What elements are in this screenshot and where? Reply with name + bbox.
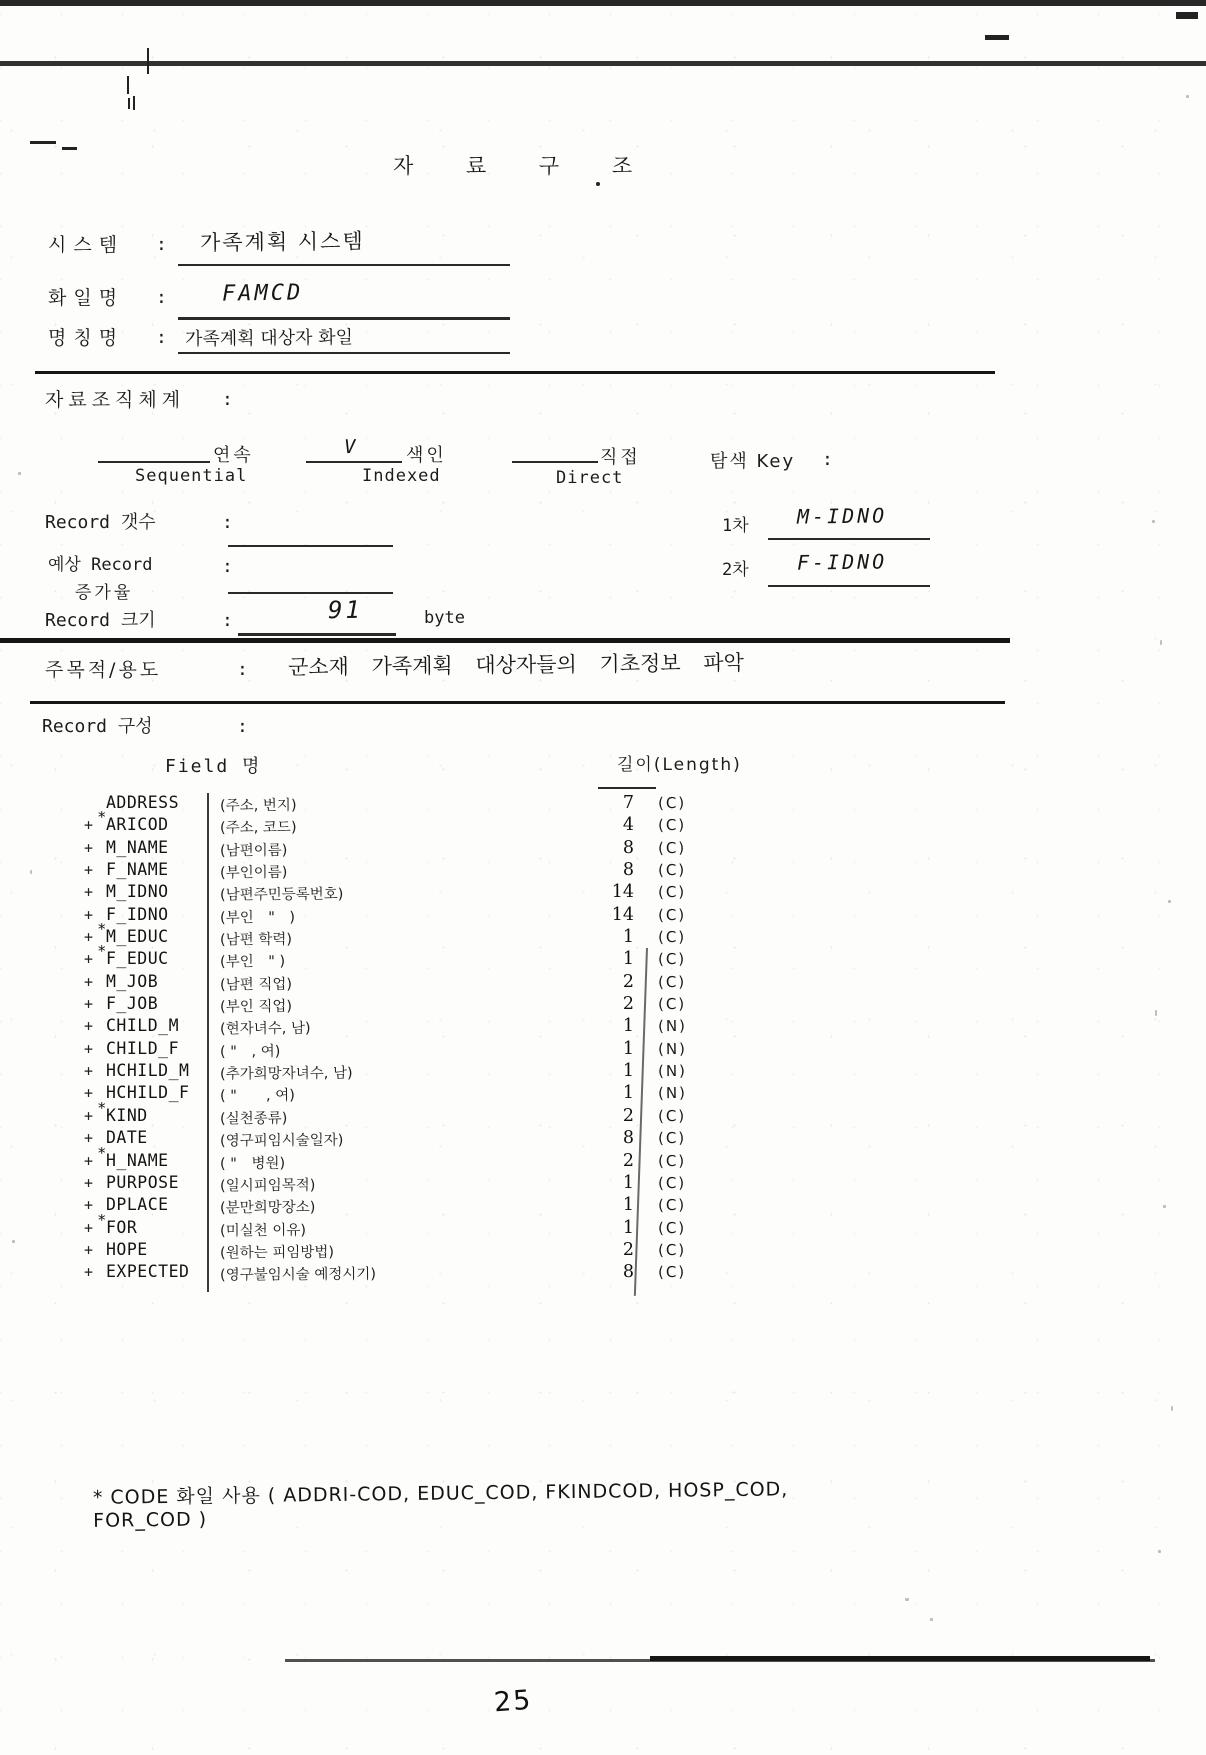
scan-speck bbox=[1158, 1550, 1161, 1553]
field-plus-marker: + bbox=[84, 1218, 94, 1237]
field-length: 1 bbox=[622, 1083, 634, 1104]
code-file-footnote: * CODE 화일 사용 ( ADDRI-COD, EDUC_COD, FKINDCOD, HOSP_COD, FOR_COD ) bbox=[92, 1478, 789, 1532]
field-description: (부인 " ) bbox=[219, 909, 296, 926]
field-plus-marker: + bbox=[84, 861, 94, 880]
code-file-star: * bbox=[98, 920, 106, 939]
scan-speck bbox=[1171, 1406, 1173, 1411]
scan-artifact-dash bbox=[985, 35, 1009, 40]
field-length: 8 bbox=[622, 860, 634, 881]
secondary-key-label: 2차 bbox=[722, 560, 749, 580]
field-name: M_EDUC bbox=[106, 927, 169, 947]
field-type: (C) bbox=[657, 1218, 687, 1237]
record-size-value: 91 bbox=[327, 595, 364, 625]
scan-speck bbox=[1160, 640, 1162, 645]
field-description: (원하는 피임방법) bbox=[219, 1244, 335, 1262]
option-direct-blank bbox=[512, 461, 598, 463]
field-name: EXPECTED bbox=[106, 1262, 190, 1282]
field-plus-marker: + bbox=[84, 1196, 94, 1215]
field-row bbox=[70, 1210, 770, 1240]
section-divider bbox=[0, 638, 1010, 643]
field-plus-marker: + bbox=[84, 1017, 94, 1036]
field-plus-marker: + bbox=[84, 995, 94, 1014]
field-name: H_NAME bbox=[106, 1150, 169, 1170]
scan-artifact-mark bbox=[128, 98, 130, 109]
field-row bbox=[70, 860, 770, 882]
option-indexed-checkmark: V bbox=[343, 435, 359, 459]
primary-key-value: M-IDNO bbox=[796, 503, 888, 529]
length-overline bbox=[598, 787, 656, 789]
code-file-star: * bbox=[98, 942, 106, 961]
field-type: (C) bbox=[657, 883, 687, 902]
field-name: M_NAME bbox=[106, 837, 169, 857]
file-name-value: FAMCD bbox=[221, 280, 304, 307]
field-row bbox=[70, 1128, 770, 1150]
scan-artifact-dash bbox=[30, 141, 56, 144]
field-name: F_NAME bbox=[106, 860, 169, 880]
field-length: 1 bbox=[622, 1061, 634, 1082]
file-name-colon: : bbox=[156, 287, 167, 308]
field-type: (N) bbox=[657, 1061, 688, 1081]
system-underline bbox=[178, 264, 510, 266]
field-length: 2 bbox=[622, 1150, 634, 1171]
field-description: ( " , 여) bbox=[219, 1088, 295, 1105]
organization-label: 자료조직체계 bbox=[45, 389, 186, 411]
field-plus-marker: + bbox=[84, 905, 94, 924]
purpose-value: 군소재 가족계획 대상자들의 기초정보 파악 bbox=[287, 650, 744, 680]
field-plus-marker: + bbox=[84, 1263, 94, 1282]
secondary-key-value: F-IDNO bbox=[796, 549, 888, 575]
field-type: (N) bbox=[657, 1039, 688, 1059]
field-type: (C) bbox=[657, 860, 687, 880]
primary-key-label: 1차 bbox=[722, 516, 749, 536]
field-description: (부인 " ) bbox=[219, 954, 286, 971]
scan-speck bbox=[1163, 1205, 1166, 1208]
field-row bbox=[70, 994, 770, 1016]
secondary-key-underline bbox=[768, 585, 930, 587]
search-key-label: 탐색 Key bbox=[710, 451, 796, 472]
option-sequential-kr: 연속 bbox=[213, 445, 254, 466]
field-plus-marker: + bbox=[84, 1129, 94, 1148]
field-plus-marker: + bbox=[84, 950, 94, 969]
field-name: CHILD_M bbox=[106, 1016, 180, 1036]
field-row bbox=[70, 1016, 770, 1038]
alias-value: 가족계획 대상자 화일 bbox=[184, 327, 354, 350]
scan-speck bbox=[1168, 900, 1171, 903]
field-row bbox=[70, 1262, 770, 1284]
field-length: 1 bbox=[622, 1172, 634, 1193]
field-table bbox=[70, 793, 770, 1285]
section-divider bbox=[35, 371, 995, 374]
field-row bbox=[70, 793, 770, 815]
field-plus-marker: + bbox=[84, 1062, 94, 1081]
field-row bbox=[70, 1143, 770, 1173]
record-growth-blank bbox=[228, 592, 393, 594]
option-direct-en: Direct bbox=[556, 468, 624, 488]
field-length: 1 bbox=[622, 1016, 634, 1037]
alias-underline bbox=[178, 352, 510, 354]
field-length: 8 bbox=[622, 837, 634, 858]
field-description: ( " 병원) bbox=[219, 1155, 286, 1172]
record-growth-colon: : bbox=[222, 556, 233, 577]
purpose-label: 주목적/용도 bbox=[45, 659, 162, 681]
section-divider bbox=[30, 701, 1005, 704]
field-plus-marker: + bbox=[84, 1106, 94, 1125]
title-period-mark bbox=[596, 182, 600, 186]
field-name: CHILD_F bbox=[106, 1038, 180, 1058]
field-plus-marker: + bbox=[84, 1151, 94, 1170]
field-description: ( " , 여) bbox=[219, 1043, 281, 1060]
field-row bbox=[70, 1039, 770, 1061]
field-length: 7 bbox=[622, 793, 634, 813]
record-layout-colon: : bbox=[237, 716, 248, 737]
scan-speck bbox=[1152, 520, 1155, 523]
search-key-colon: : bbox=[822, 449, 833, 470]
field-row bbox=[70, 920, 770, 949]
field-description: (미실천 이유) bbox=[219, 1222, 307, 1239]
page-number: 25 bbox=[492, 1684, 534, 1719]
field-type: (C) bbox=[657, 927, 687, 947]
field-description: (영구불임시술 예정시기) bbox=[219, 1266, 377, 1284]
length-header: 길이(Length) bbox=[617, 755, 742, 775]
field-plus-marker: + bbox=[84, 928, 94, 947]
field-length: 14 bbox=[611, 882, 634, 903]
purpose-colon: : bbox=[237, 659, 248, 680]
field-row bbox=[70, 808, 770, 837]
field-type: (C) bbox=[657, 1151, 687, 1170]
field-type: (C) bbox=[657, 972, 687, 991]
field-length: 1 bbox=[622, 1217, 634, 1238]
field-description: (주소, 번지) bbox=[219, 797, 297, 815]
code-file-star: * bbox=[98, 808, 106, 827]
scan-speck bbox=[1155, 1010, 1157, 1016]
scan-speck bbox=[12, 1240, 15, 1243]
field-type: (C) bbox=[657, 1106, 687, 1126]
field-description: (부인이름) bbox=[219, 864, 288, 882]
system-value: 가족계획 시스템 bbox=[199, 229, 365, 255]
field-plus-marker: + bbox=[84, 1039, 94, 1058]
field-length: 1 bbox=[622, 1038, 634, 1059]
field-name: M_JOB bbox=[106, 971, 159, 991]
record-size-colon: : bbox=[222, 610, 233, 631]
field-length: 1 bbox=[622, 949, 634, 970]
field-name: HOPE bbox=[106, 1239, 148, 1259]
field-plus-marker: + bbox=[84, 816, 94, 835]
record-size-blank bbox=[238, 633, 396, 636]
field-description: (현자녀수, 남) bbox=[219, 1021, 311, 1038]
field-name: F_IDNO bbox=[106, 904, 169, 924]
field-type: (N) bbox=[657, 1084, 688, 1103]
scan-speck bbox=[930, 1618, 933, 1621]
scan-artifact-top-band bbox=[0, 0, 1206, 6]
field-description: (남편주민등록번호) bbox=[219, 886, 344, 904]
system-colon: : bbox=[156, 234, 167, 255]
record-growth-label-line1: 예상 Record bbox=[48, 555, 153, 575]
field-length: 2 bbox=[622, 1239, 634, 1260]
scan-artifact-dash bbox=[62, 147, 77, 150]
page-title: 자 료 구 조 bbox=[393, 154, 645, 178]
field-name: M_IDNO bbox=[106, 882, 169, 902]
field-type: (C) bbox=[657, 905, 687, 924]
scan-speck bbox=[905, 1598, 909, 1601]
field-type: (C) bbox=[657, 816, 687, 835]
field-row bbox=[70, 1240, 770, 1262]
field-length: 2 bbox=[622, 994, 634, 1015]
field-plus-marker: + bbox=[84, 1173, 94, 1192]
field-length: 14 bbox=[611, 904, 634, 925]
field-name-header: Field 명 bbox=[165, 756, 262, 777]
field-row bbox=[70, 972, 770, 994]
field-plus-marker: + bbox=[84, 1240, 94, 1259]
field-type: (C) bbox=[657, 994, 687, 1014]
field-type: (C) bbox=[657, 1128, 687, 1148]
system-label: 시스템 bbox=[48, 234, 125, 256]
field-description: (추가희망자녀수, 남) bbox=[219, 1065, 353, 1083]
field-length: 1 bbox=[622, 1195, 634, 1216]
scan-artifact-top-rule bbox=[0, 61, 1206, 66]
record-count-label: Record 갯수 bbox=[45, 512, 156, 533]
field-type: (C) bbox=[657, 1173, 687, 1193]
field-type: (C) bbox=[657, 1195, 687, 1215]
field-type: (C) bbox=[657, 793, 687, 813]
field-row bbox=[70, 1083, 770, 1105]
code-file-star: * bbox=[98, 1210, 106, 1229]
field-type: (C) bbox=[657, 838, 687, 857]
field-name: KIND bbox=[106, 1105, 148, 1125]
field-description: (일시피임목적) bbox=[219, 1177, 316, 1195]
scan-artifact-mark bbox=[147, 48, 149, 74]
field-description: (부인 직업) bbox=[219, 998, 293, 1016]
field-plus-marker: + bbox=[84, 972, 94, 991]
file-name-underline bbox=[178, 317, 510, 320]
field-length: 4 bbox=[622, 815, 634, 836]
record-layout-label: Record 구성 bbox=[42, 716, 153, 737]
record-growth-label-line2: 증가율 bbox=[75, 583, 134, 603]
field-description: (남편이름) bbox=[219, 842, 288, 859]
field-row bbox=[70, 1098, 770, 1128]
field-plus-marker: + bbox=[84, 838, 94, 857]
file-name-label: 화일명 bbox=[48, 287, 125, 309]
field-name: FOR bbox=[106, 1217, 138, 1237]
field-type: (N) bbox=[657, 1017, 688, 1036]
scan-artifact-mark bbox=[127, 76, 129, 94]
field-description: (남편 직업) bbox=[219, 976, 293, 994]
alias-colon: : bbox=[156, 327, 167, 348]
option-direct-kr: 직접 bbox=[600, 447, 641, 468]
record-size-unit: byte bbox=[424, 608, 465, 628]
field-row bbox=[70, 1195, 770, 1217]
option-sequential-en: Sequential bbox=[135, 466, 248, 486]
organization-colon: : bbox=[222, 389, 233, 410]
scan-speck bbox=[1186, 95, 1189, 98]
field-description: (주소, 코드) bbox=[219, 820, 297, 837]
field-type: (C) bbox=[657, 1262, 687, 1282]
field-name: HCHILD_F bbox=[106, 1083, 190, 1103]
option-indexed-en: Indexed bbox=[362, 466, 441, 486]
field-length: 8 bbox=[622, 1262, 634, 1283]
field-name: PURPOSE bbox=[106, 1172, 180, 1192]
scan-artifact-mark bbox=[133, 96, 135, 110]
field-length: 1 bbox=[622, 927, 634, 948]
option-indexed-blank bbox=[306, 461, 402, 463]
field-description: (실천종류) bbox=[219, 1110, 288, 1128]
scan-speck bbox=[18, 472, 21, 475]
primary-key-underline bbox=[768, 538, 930, 540]
field-name: HCHILD_M bbox=[106, 1061, 190, 1081]
field-row bbox=[70, 905, 770, 927]
field-row bbox=[70, 1061, 770, 1083]
option-sequential-blank bbox=[98, 461, 210, 463]
code-file-star: * bbox=[98, 1098, 106, 1117]
field-name: F_EDUC bbox=[106, 949, 169, 969]
field-plus-marker: + bbox=[84, 1084, 94, 1103]
alias-label: 명칭명 bbox=[48, 327, 125, 349]
record-count-colon: : bbox=[222, 512, 233, 533]
record-count-blank bbox=[228, 545, 393, 547]
field-row bbox=[70, 838, 770, 860]
field-length: 2 bbox=[622, 1105, 634, 1126]
field-name: ARICOD bbox=[106, 815, 169, 835]
code-file-star: * bbox=[98, 1143, 106, 1162]
option-indexed-kr: 색인 bbox=[406, 445, 447, 466]
scan-artifact-blotch bbox=[1176, 12, 1198, 19]
scan-speck bbox=[30, 870, 32, 874]
field-description: (남편 학력) bbox=[219, 931, 293, 949]
field-type: (C) bbox=[657, 950, 687, 969]
field-row bbox=[70, 882, 770, 904]
field-description: (분만희망장소) bbox=[219, 1199, 316, 1217]
field-length: 8 bbox=[622, 1128, 634, 1149]
field-length: 2 bbox=[622, 971, 634, 992]
field-row bbox=[70, 942, 770, 971]
field-name: DPLACE bbox=[106, 1195, 169, 1215]
field-type: (C) bbox=[657, 1240, 687, 1260]
record-size-label: Record 크기 bbox=[45, 610, 156, 631]
bottom-rule-dark bbox=[650, 1656, 1150, 1661]
field-name: DATE bbox=[106, 1128, 148, 1148]
field-name: F_JOB bbox=[106, 994, 159, 1014]
field-row bbox=[70, 1173, 770, 1195]
field-description: (영구피임시술일자) bbox=[219, 1132, 344, 1150]
field-name: ADDRESS bbox=[106, 793, 180, 812]
field-plus-marker: + bbox=[84, 883, 94, 902]
